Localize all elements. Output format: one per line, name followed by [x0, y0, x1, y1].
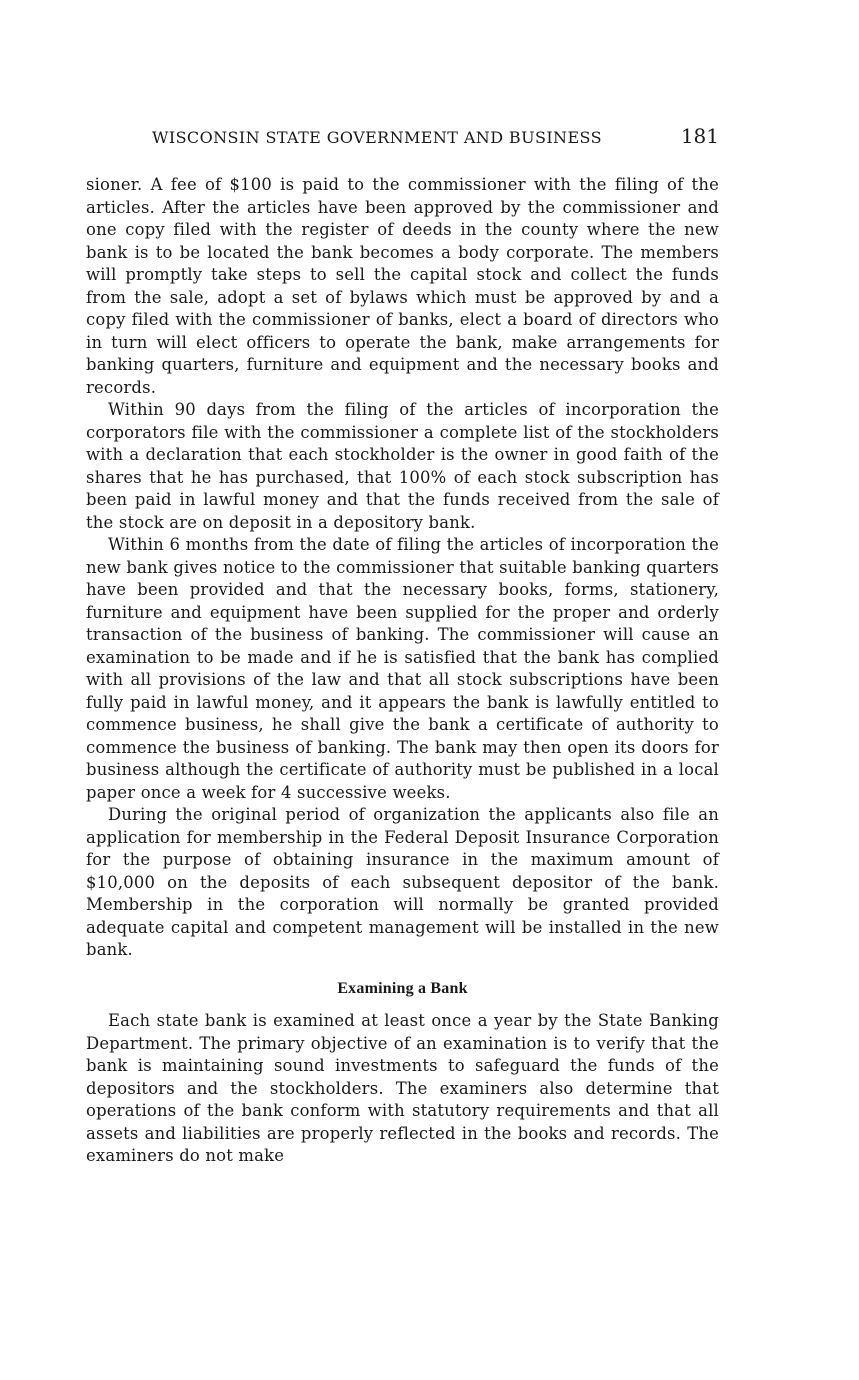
paragraph: During the original period of organization the applicants also file an application for membership in the Federal Deposit Insurance Corporation for the purpose of obtaining insurance in the maximum amount of $10,000 on the deposits of each subsequent depositor of the bank. Membership in the corporation will normally be granted provided adequate capital and competent management will be installed in the new bank. — [86, 805, 719, 959]
section-paragraph: Each state bank is examined at least once a year by the State Banking Department. The primary objective of an examination is to verify that the bank is maintaining sound investments to safeguard the funds of the depositors and the stockholders. The examiners also determine that operations of the bank conform with statutory requirements and that all assets and liabilities are properly reflected in the books and records. The examiners do not make — [86, 1011, 719, 1165]
body-text — [86, 174, 719, 1168]
book-page — [86, 124, 719, 1168]
page-number: 181 — [680, 124, 719, 148]
paragraph-continuation: sioner. A fee of $100 is paid to the commissioner with the filing of the articles. After the articles have been approved by the commissioner and one copy filed with the register of deeds in the county where the new bank is to be located the bank becomes a body corporate. The members will promptly take steps to sell the capital stock and collect the funds from the sale, adopt a set of bylaws which must be approved by and a copy filed with the commissioner of banks, elect a board of directors who in turn will elect officers to operate the bank, make arrangements for banking quarters, furniture and equipment and the necessary books and records. — [86, 175, 719, 397]
section-heading: Examining a Bank — [337, 979, 468, 997]
paragraph: Within 90 days from the filing of the articles of incorporation the corporators file with the commissioner a complete list of the stockholders with a declaration that each stockholder is the owner in good faith of the shares that he has purchased, that 100% of each stock subscription has been paid in lawful money and that the funds received from the sale of the stock are on deposit in a depository bank. — [86, 400, 719, 532]
running-head — [86, 124, 719, 154]
running-title: WISCONSIN STATE GOVERNMENT AND BUSINESS — [152, 128, 602, 147]
paragraph: Within 6 months from the date of filing the articles of incorporation the new bank gives notice to the commissioner that suitable banking quarters have been provided and that the necessary books, forms, stationery, furniture and equipment have been supplied for the proper and orderly transaction of the business of banking. The commissioner will cause an examination to be made and if he is satisfied that the bank has complied with all provisions of the law and that all stock subscriptions have been fully paid in lawful money, and it appears the bank is lawfully entitled to commence business, he shall give the bank a certificate of authority to commence the business of banking. The bank may then open its doors for business although the certificate of authority must be published in a local paper once a week for 4 successive weeks. — [86, 535, 719, 802]
